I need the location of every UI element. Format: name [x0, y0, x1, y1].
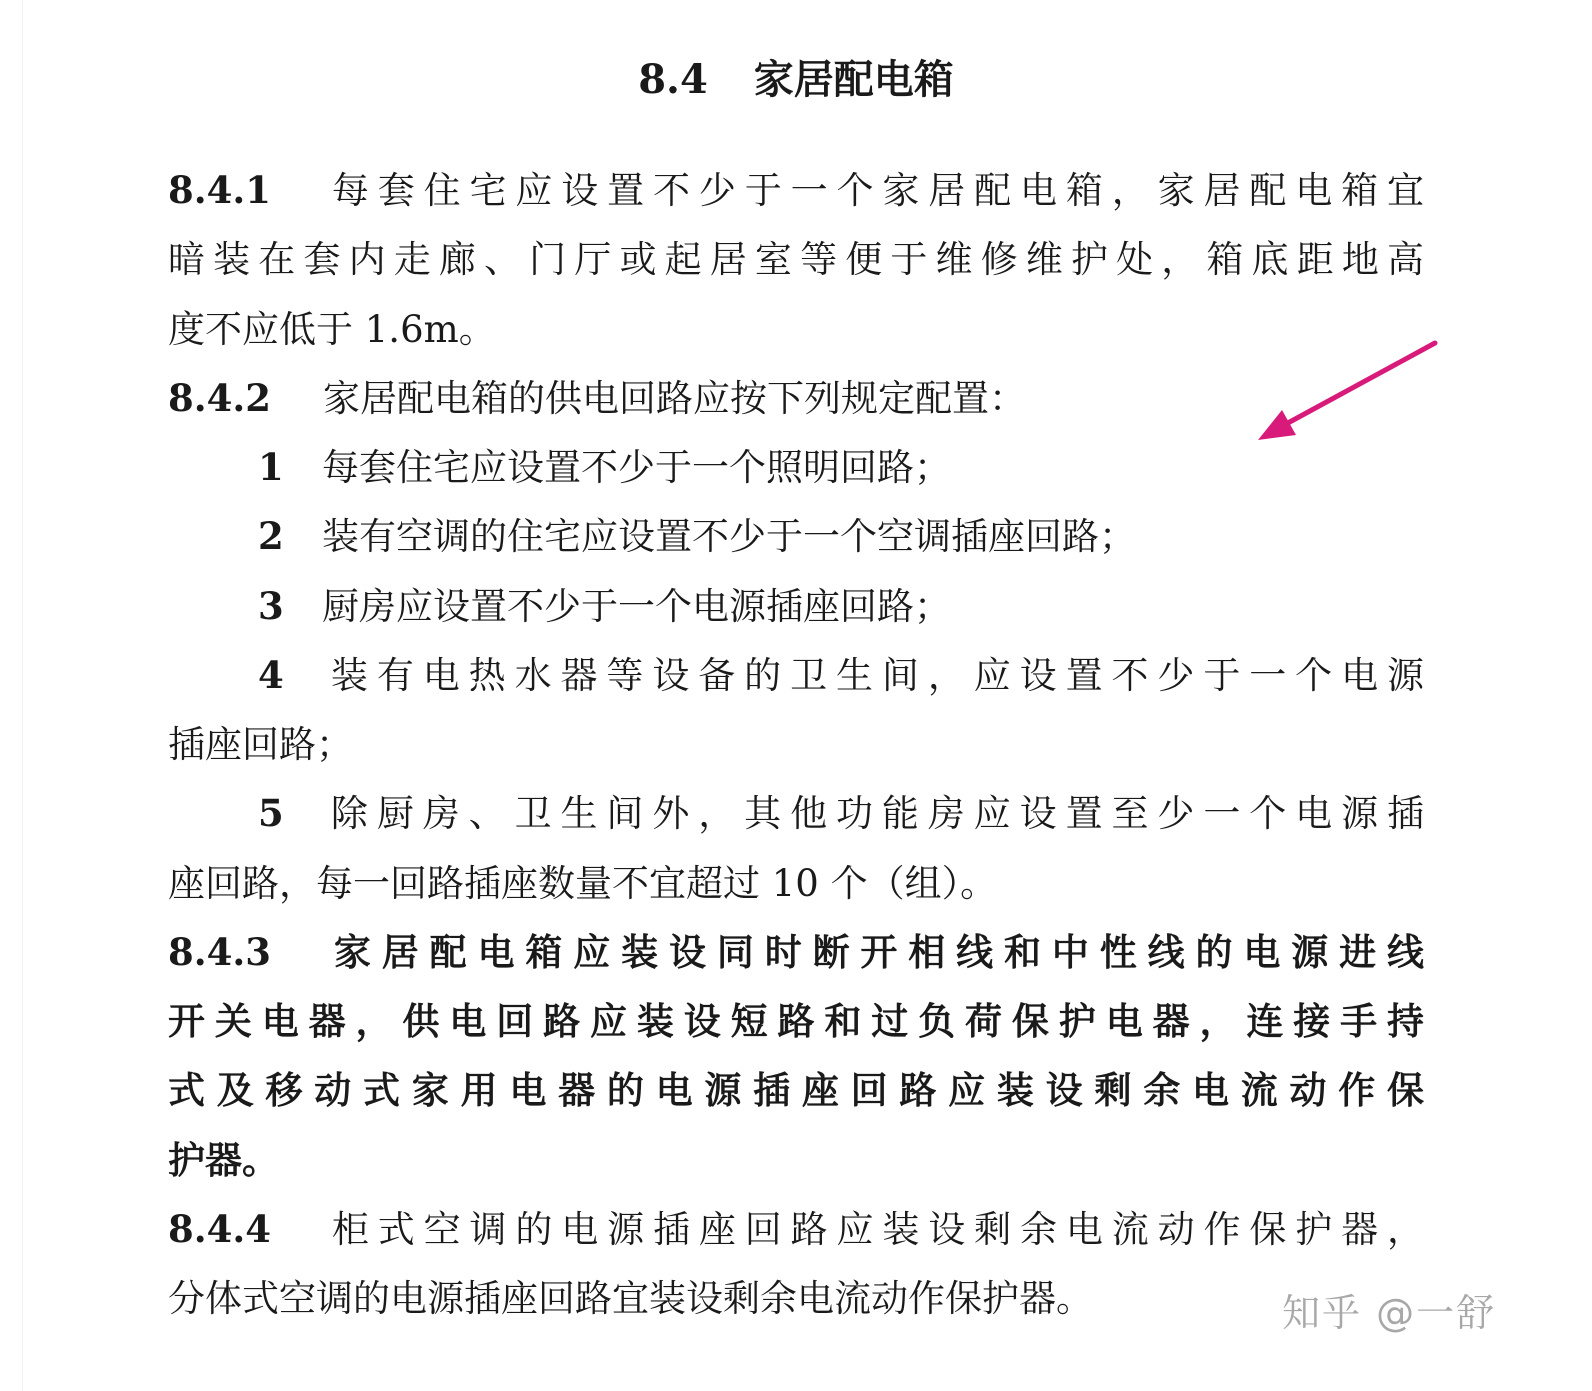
clause-number: 8.4.4: [168, 1206, 271, 1251]
clause-text: 家居配电箱的供电回路应按下列规定配置：: [323, 376, 1026, 420]
clause-text-line: 开关电器，供电回路应装设短路和过负荷保护电器，连接手持: [168, 999, 1424, 1043]
item-text-line: 座回路，每一回路插座数量不宜超过 10 个（组）。: [168, 861, 998, 905]
item-number: 5: [258, 791, 284, 836]
clause-number: 8.4.1: [168, 168, 271, 212]
item-number: 1: [258, 445, 284, 489]
item-number: 4: [258, 652, 284, 697]
clause-text: 家居配电箱应装设同时断开相线和中性线的电源进线: [323, 929, 1424, 974]
clause-number: 8.4.2: [168, 375, 271, 420]
clause-text-line: 暗装在套内走廊、门厅或起居室等便于维修维护处，箱底距地高: [168, 238, 1424, 282]
section-heading: 家居配电箱: [753, 56, 954, 103]
item-text-line: 插座回路；: [168, 723, 353, 766]
arrow-head: [1258, 410, 1296, 440]
arrow-shaft: [1275, 343, 1435, 430]
clause-text-line: 式及移动式家用电器的电源插座回路应装设剩余电流动作保: [168, 1068, 1424, 1113]
item-text: 厨房应设置不少于一个电源插座回路；: [322, 584, 951, 628]
watermark: 知乎 @一舒: [1282, 1291, 1497, 1335]
clause-text-line: 分体式空调的电源插座回路宜装设剩余电流动作保护器。: [168, 1277, 1093, 1320]
item-text: 装有空调的住宅应设置不少于一个空调插座回路；: [322, 515, 1136, 559]
item-text: 装有电热水器等设备的卫生间，应设置不少于一个电源: [322, 653, 1424, 697]
clause-text-line: 护器。: [168, 1137, 279, 1182]
clause-text: 每套住宅应设置不少于一个家居配电箱，家居配电箱宜: [323, 169, 1424, 212]
item-number: 2: [258, 514, 284, 559]
item-text: 除厨房、卫生间外，其他功能房应设置至少一个电源插: [322, 792, 1424, 836]
item-text: 每套住宅应设置不少于一个照明回路；: [322, 446, 951, 489]
clause-text: 柜式空调的电源插座回路应装设剩余电流动作保护器，: [323, 1207, 1424, 1251]
clause-number: 8.4.3: [168, 929, 271, 974]
clause-text-line: 度不应低于 1.6m。: [168, 307, 496, 351]
item-number: 3: [258, 583, 284, 628]
section-number: 8.4: [638, 56, 708, 103]
